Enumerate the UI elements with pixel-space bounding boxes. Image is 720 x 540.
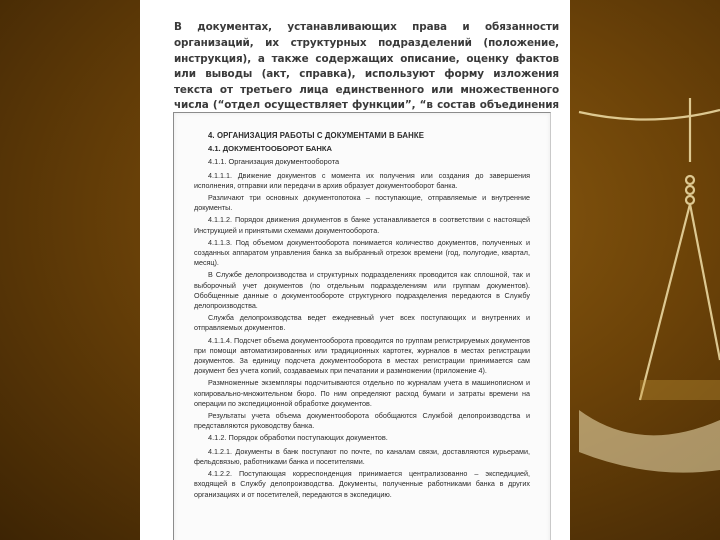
slide-page bbox=[140, 0, 570, 540]
doc-paragraph: 4.1.1.4. Подсчет объема документооборота проводится по группам регистрируемых документов при помощи автоматизированных или традиционных картотек, журналов в местах регистрации документов. За единицу подсчета документооборота в местах регистрации принимается сам документ без учета копий, создаваемых при печатании и размножении (приложение 4). bbox=[194, 335, 530, 376]
doc-paragraph: 4.1.1.1. Движение документов с момента их получения или создания до завершения исполнения, отправки или передачи в архив образует документооборот банка. bbox=[194, 170, 530, 190]
document-body bbox=[194, 131, 530, 500]
doc-paragraph: Различают три основных документопотока – поступающие, отправляемые и внутренние документы. bbox=[194, 193, 530, 213]
doc-paragraph: Размноженные экземпляры подсчитываются отдельно по журналам учета в машинописном и копировально-множительном бюро. По ним определяют расход бумаги и затраты времени на операции по экспедиционной обработке документов. bbox=[194, 378, 530, 408]
doc-paragraph: В Службе делопроизводства и структурных подразделениях проводится как сплошной, так и выборочный учет документов (по отдельным подразделениям или группам документов). Обобщенные данные о документообороте структурного подразделения передаются в Службу делопроизводства. bbox=[194, 270, 530, 311]
doc-paragraph: Служба делопроизводства ведет ежедневный учет всех поступающих и внутренних и отправляемых документов. bbox=[194, 313, 530, 333]
doc-paragraph: 4.1.1.2. Порядок движения документов в банке устанавливается в соответствии с настоящей Инструкцией и принятыми схемами документооборота. bbox=[194, 215, 530, 235]
intro-text: В документах, устанавливающих права и обязанности организаций, их структурных подразделений (положение, инструкция), а также содержащих описание, оценку фактов или выводы (акт, справка), используют форму изложения текста от третьего лица единственного или множественного числа (“отдел осуществляет функции”, “в состав объединения bbox=[174, 21, 559, 112]
doc-heading-1: 4. ОРГАНИЗАЦИЯ РАБОТЫ С ДОКУМЕНТАМИ В БАНКЕ bbox=[208, 131, 425, 140]
scale-pan-icon bbox=[579, 410, 720, 473]
scanned-document bbox=[173, 112, 551, 540]
doc-heading-3: 4.1.1. Организация документооборота bbox=[208, 157, 340, 167]
doc-paragraph: 4.1.2.2. Поступающая корреспонденция принимается централизованно – экспедицией, входящей в Службу делопроизводства. Документы, полученные работниками банка в других организациях и от посетителей, передаются в экспедицию. bbox=[194, 469, 530, 499]
doc-paragraph: Результаты учета объема документооборота обобщаются Службой делопроизводства и представляются руководству банка. bbox=[194, 411, 530, 431]
doc-paragraph: 4.1.1.3. Под объемом документооборота понимается количество документов, полученных и созданных аппаратом управления банка за выбранный отрезок времени (год, полугодие, квартал, месяц). bbox=[194, 237, 530, 268]
doc-heading-2: 4.1. ДОКУМЕНТООБОРОТ БАНКА bbox=[208, 144, 333, 154]
doc-heading-4: 4.1.2. Порядок обработки поступающих документов. bbox=[208, 433, 388, 443]
doc-paragraph: 4.1.2.1. Документы в банк поступают по почте, по каналам связи, доставляются курьерами, фельдсвязью, работниками банка и посетителями. bbox=[194, 446, 530, 466]
